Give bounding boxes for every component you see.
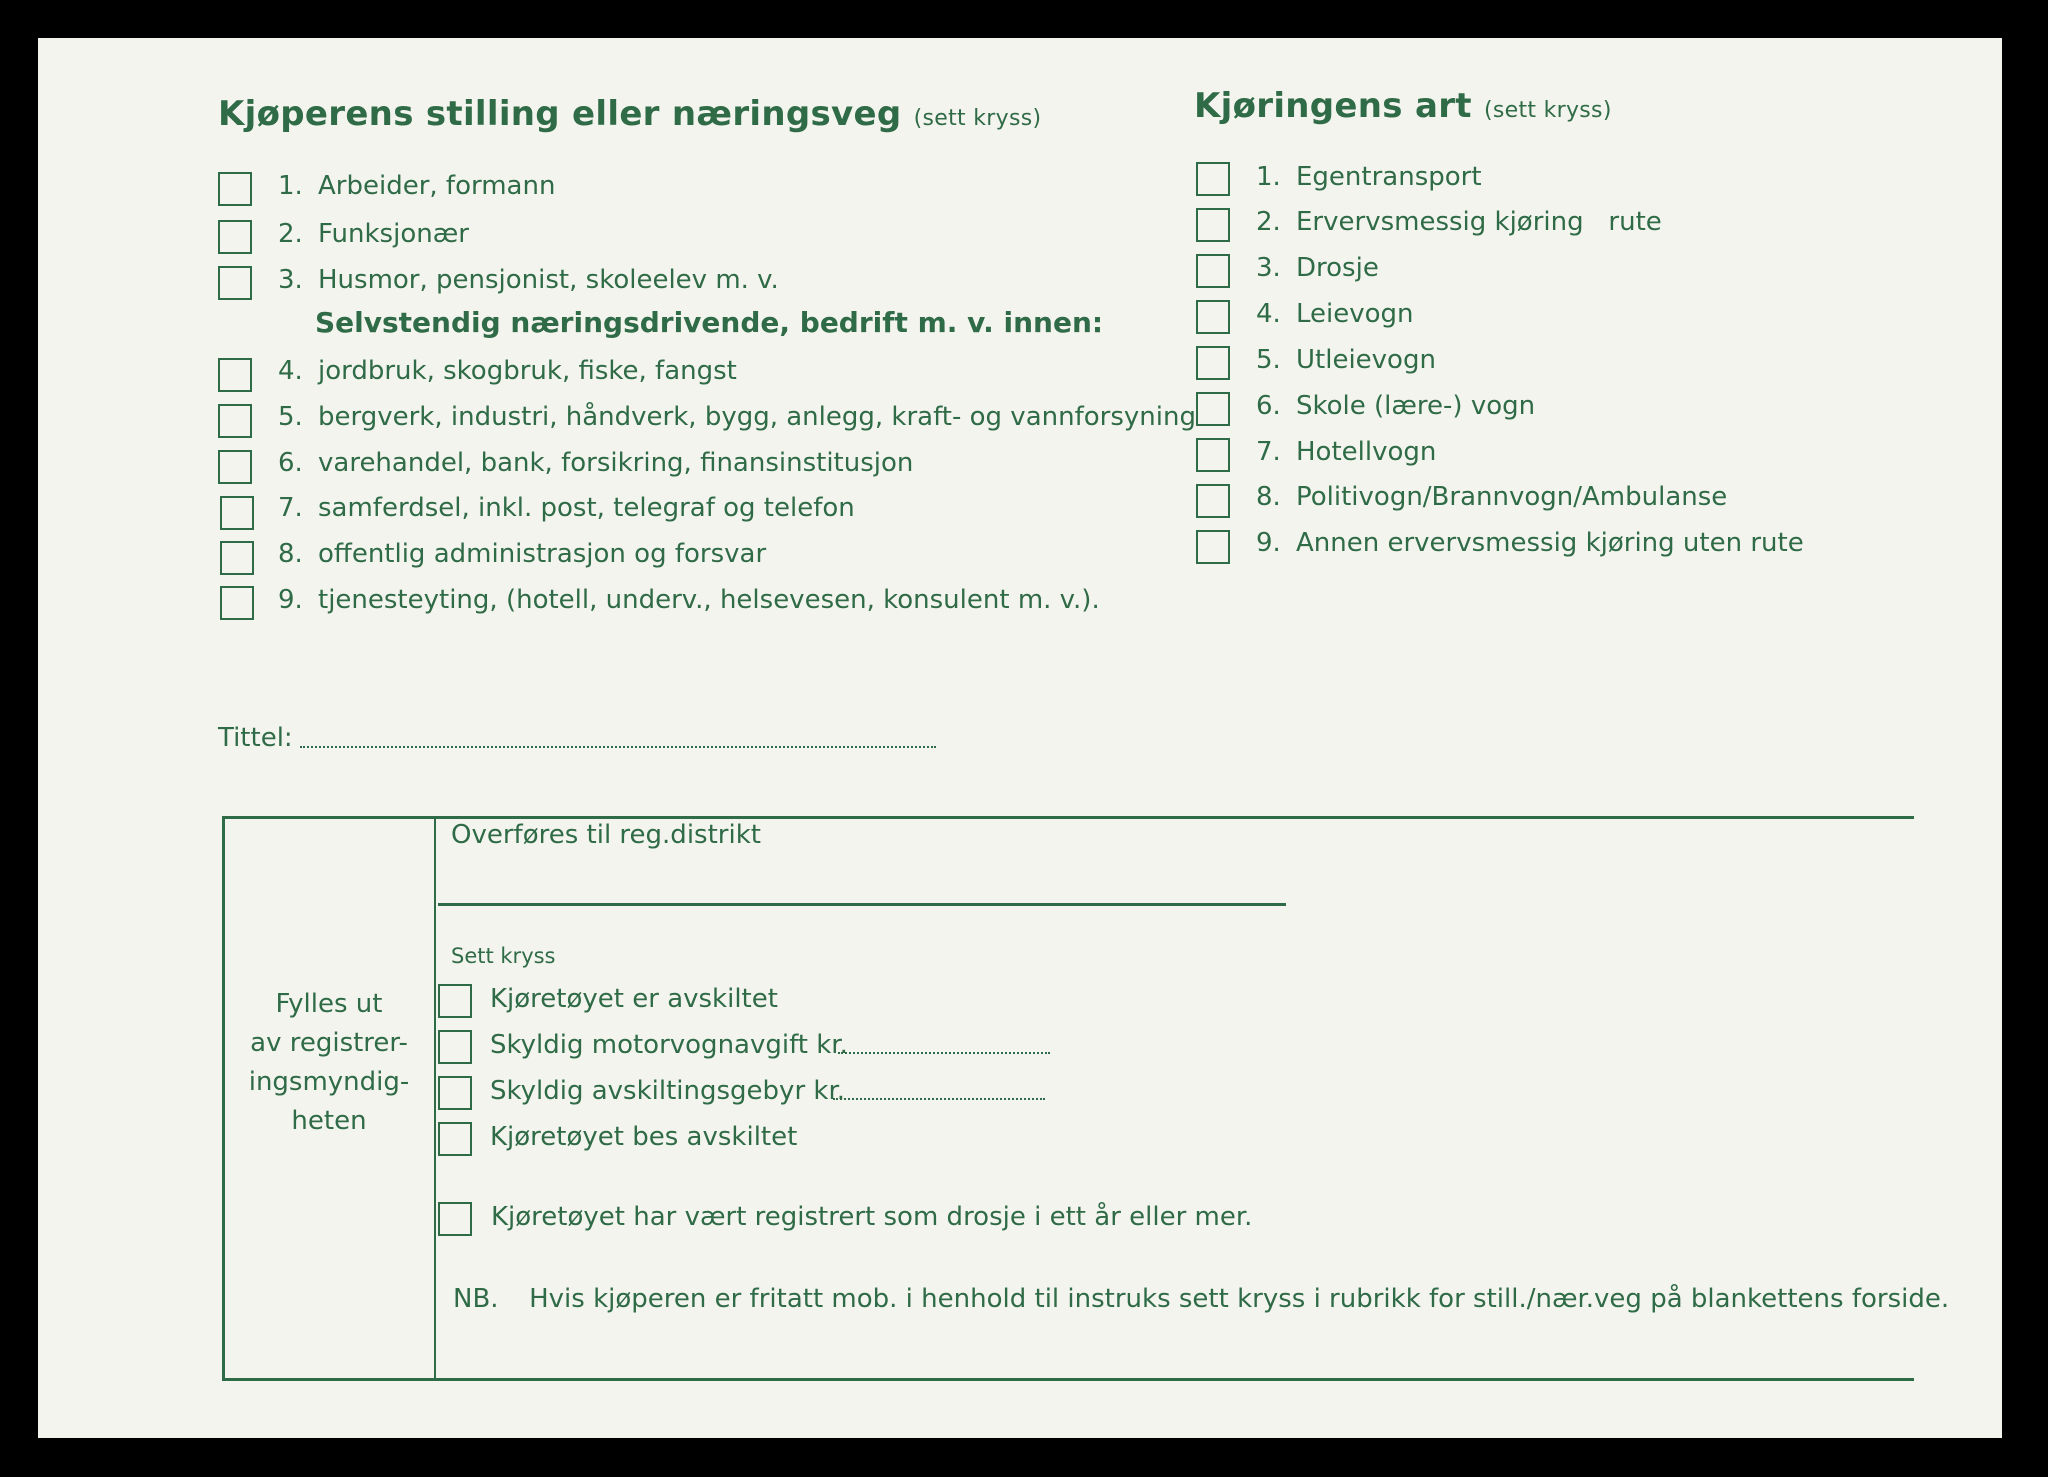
checkbox-driving-4[interactable] [1196,300,1230,334]
buyer-occupation-heading [218,94,1041,134]
driving-item-5: 5. Utleievogn [1256,345,1436,375]
checkbox-driving-8[interactable] [1196,484,1230,518]
nb-label: NB. [453,1284,499,1314]
checkbox-occupation-7[interactable] [220,496,254,530]
checkbox-driving-1[interactable] [1196,162,1230,196]
occupation-item-8: 8. offentlig administrasjon og forsvar [278,539,767,569]
transfer-field-line[interactable] [438,903,1286,906]
driving-item-4: 4. Leievogn [1256,299,1414,329]
checkbox-driving-2[interactable] [1196,208,1230,242]
check-vehicle-tax-label: Skyldig motorvognavgift kr. [490,1030,848,1060]
nb-text: Hvis kjøperen er fritatt mob. i henhold til instruks sett kryss i rubrikk for still./nær.veg på blankettens forside. [529,1284,1950,1314]
occupation-item-6: 6. varehandel, bank, forsikring, finansinstitusjon [278,448,914,478]
checkbox-occupation-4[interactable] [218,358,252,392]
occupation-item-7: 7. samferdsel, inkl. post, telegraf og telefon [278,493,855,523]
occupation-item-9: 9. tjenesteyting, (hotell, underv., helsevesen, konsulent m. v.). [278,585,1100,615]
checkbox-driving-9[interactable] [1196,530,1230,564]
checkbox-taxi-registered[interactable] [438,1202,472,1236]
driving-item-8: 8. Politivogn/Brannvogn/Ambulanse [1256,482,1728,512]
box-bottom-border [222,1378,1914,1381]
fill-by-authority-text [228,985,430,1141]
buyer-occupation-title: Kjøperens stilling eller næringsveg [218,94,902,134]
title-field[interactable] [300,746,936,748]
checkbox-driving-5[interactable] [1196,346,1230,380]
transfer-label: Overføres til reg.distrikt [451,820,761,850]
checkbox-occupation-9[interactable] [220,586,254,620]
checkbox-driving-3[interactable] [1196,254,1230,288]
form-sheet [38,38,2002,1438]
occupation-item-4: 4. jordbruk, skogbruk, fiske, fangst [278,356,737,386]
title-label: Tittel: [218,723,293,753]
checkbox-vehicle-tax-owed[interactable] [438,1030,472,1064]
driving-item-2: 2. Ervervsmessig kjøring rute [1256,207,1662,237]
driving-item-7: 7. Hotellvogn [1256,437,1437,467]
occupation-item-3: 3. Husmor, pensjonist, skoleelev m. v. [278,265,779,295]
checkbox-driving-7[interactable] [1196,438,1230,472]
vehicle-tax-amount-field[interactable] [838,1052,1050,1054]
checkbox-occupation-3[interactable] [218,266,252,300]
occupation-item-5: 5. bergverk, industri, håndverk, bygg, anlegg, kraft- og vannforsyning [278,402,1196,432]
checkbox-deregistration-fee-owed[interactable] [438,1076,472,1110]
checkbox-occupation-2[interactable] [218,220,252,254]
checkbox-occupation-1[interactable] [218,172,252,206]
checkbox-occupation-5[interactable] [218,404,252,438]
fill-text-line-4: heten [291,1106,367,1136]
driving-type-note: (sett kryss) [1483,98,1612,123]
driving-item-9: 9. Annen ervervsmessig kjøring uten rute [1256,528,1804,558]
check-taxi-registered-label: Kjøretøyet har vært registrert som drosje i ett år eller mer. [491,1202,1253,1232]
occupation-item-1: 1. Arbeider, formann [278,171,556,201]
box-top-border [222,816,1914,819]
check-deregistration-fee-label: Skyldig avskiltingsgebyr kr. [490,1076,846,1106]
check-deregistered-label: Kjøretøyet er avskiltet [490,984,778,1014]
driving-item-1: 1. Egentransport [1256,162,1482,192]
check-request-deregister-label: Kjøretøyet bes avskiltet [490,1122,798,1152]
driving-type-title: Kjøringens art [1194,86,1472,126]
fill-text-line-1: Fylles ut [275,989,383,1019]
deregistration-fee-amount-field[interactable] [833,1098,1045,1100]
sett-kryss-label: Sett kryss [451,944,556,968]
driving-item-6: 6. Skole (lære-) vogn [1256,391,1536,421]
checkbox-request-deregister[interactable] [438,1122,472,1156]
box-left-border [222,818,225,1381]
self-employed-subheading: Selvstendig næringsdrivende, bedrift m. v. innen: [315,306,1104,339]
checkbox-deregistered[interactable] [438,984,472,1018]
nb-note [453,1284,1949,1314]
checkbox-occupation-6[interactable] [218,450,252,484]
occupation-item-2: 2. Funksjonær [278,219,469,249]
fill-text-line-3: ingsmyndig- [248,1067,410,1097]
checkbox-driving-6[interactable] [1196,392,1230,426]
checkbox-occupation-8[interactable] [220,541,254,575]
fill-text-line-2: av registrer- [250,1028,408,1058]
box-divider [434,818,436,1381]
driving-item-3: 3. Drosje [1256,253,1379,283]
buyer-occupation-note: (sett kryss) [913,106,1042,131]
driving-type-heading [1194,86,1612,126]
